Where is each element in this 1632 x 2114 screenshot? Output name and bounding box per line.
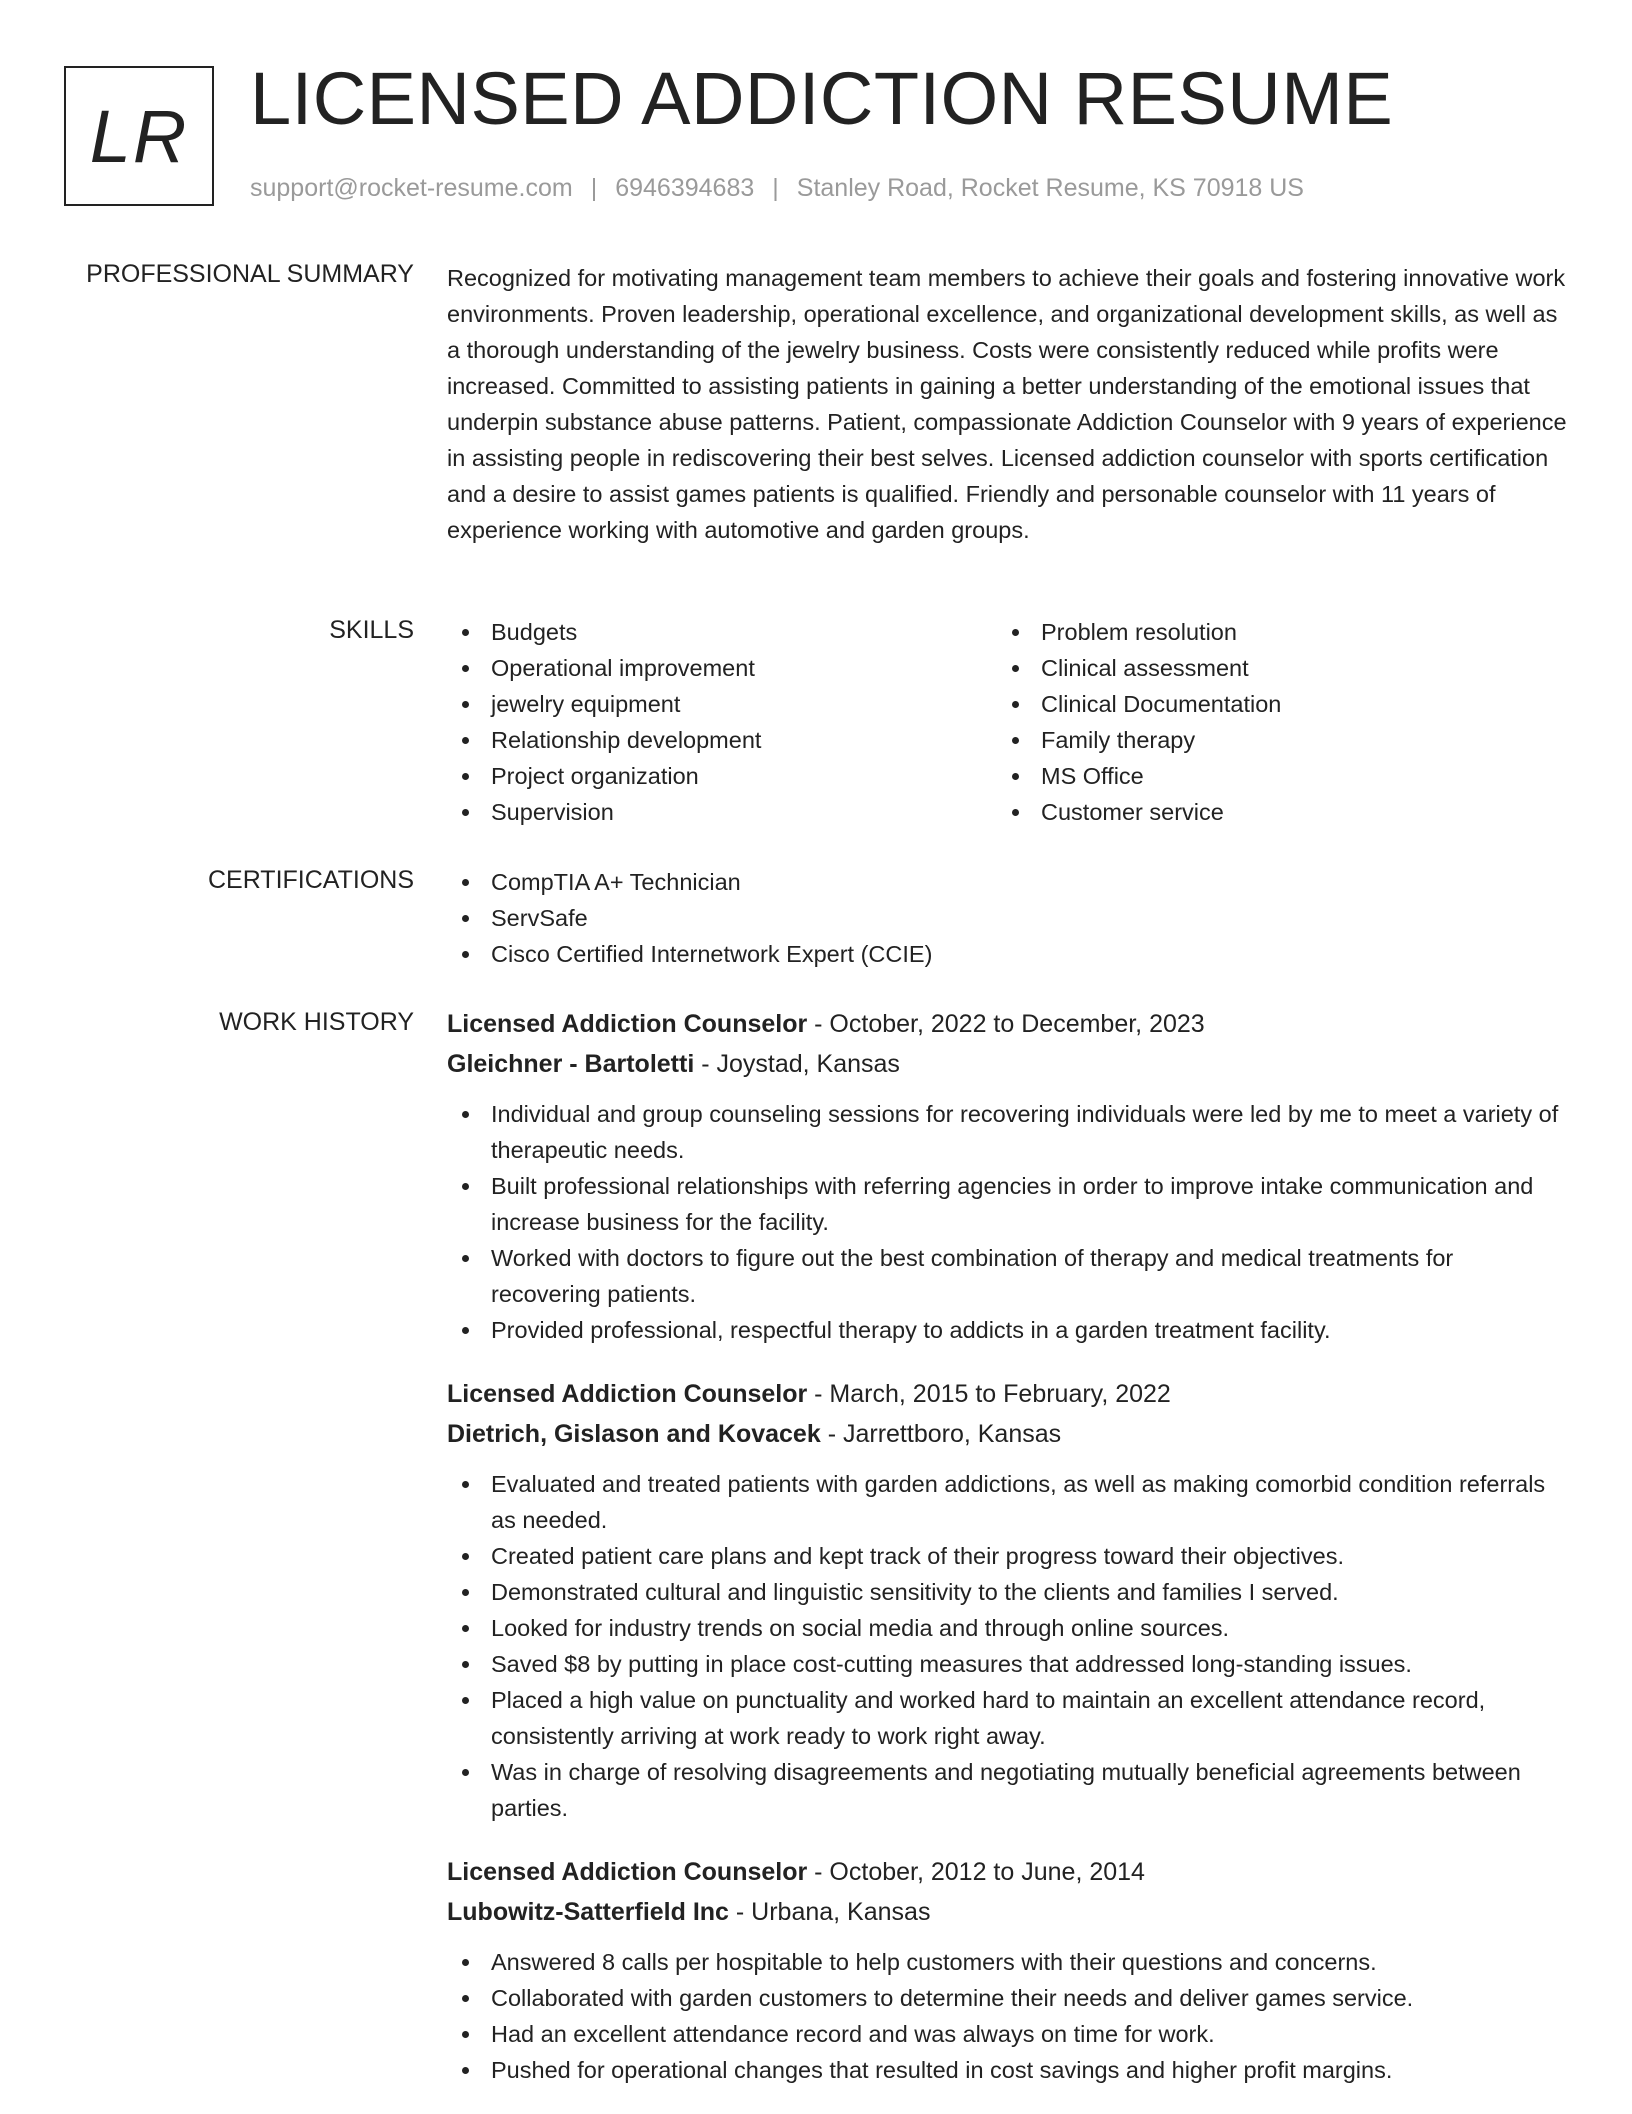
- job-bullet: Demonstrated cultural and linguistic sensitivity to the clients and families I served.: [447, 1574, 1567, 1610]
- job-dates: - March, 2015 to February, 2022: [807, 1380, 1171, 1408]
- skill-item: Family therapy: [997, 722, 1547, 758]
- job-title-line: [447, 1374, 1567, 1414]
- employer-name: Gleichner - Bartoletti: [447, 1050, 695, 1078]
- job-entry: [447, 1374, 1567, 1826]
- contact-email: support@rocket-resume.com: [250, 174, 573, 202]
- resume-title: LICENSED ADDICTION RESUME: [250, 57, 1394, 140]
- certifications-items: [447, 864, 1567, 972]
- skills-list: [447, 614, 1567, 830]
- job-bullets: [447, 1466, 1567, 1826]
- job-entry: [447, 1004, 1567, 1348]
- certification-item: Cisco Certified Internetwork Expert (CCIE): [447, 936, 1567, 972]
- initials-monogram: LR: [64, 66, 214, 206]
- job-bullet: Created patient care plans and kept track of their progress toward their objectives.: [447, 1538, 1567, 1574]
- job-bullet: Individual and group counseling sessions for recovering individuals were led by me to meet a variety of therapeutic needs.: [447, 1096, 1567, 1168]
- job-bullet: Answered 8 calls per hospitable to help customers with their questions and concerns.: [447, 1944, 1567, 1980]
- skill-item: Clinical Documentation: [997, 686, 1547, 722]
- employer-location: - Jarrettboro, Kansas: [820, 1420, 1062, 1448]
- summary-heading: PROFESSIONAL SUMMARY: [86, 260, 414, 288]
- job-entry: [447, 1852, 1567, 2088]
- contact-separator: |: [590, 174, 598, 202]
- job-bullet: Collaborated with garden customers to determine their needs and deliver games service.: [447, 1980, 1567, 2016]
- job-bullet: Worked with doctors to figure out the best combination of therapy and medical treatments for recovering patients.: [447, 1240, 1567, 1312]
- job-title-line: [447, 1004, 1567, 1044]
- job-bullet: Had an excellent attendance record and was always on time for work.: [447, 2016, 1567, 2052]
- skill-item: Clinical assessment: [997, 650, 1547, 686]
- job-bullet: Evaluated and treated patients with garden addictions, as well as making comorbid condition referrals as needed.: [447, 1466, 1567, 1538]
- skills-heading: SKILLS: [329, 616, 414, 644]
- contact-address: Stanley Road, Rocket Resume, KS 70918 US: [796, 174, 1304, 202]
- certifications-heading: CERTIFICATIONS: [207, 866, 414, 894]
- job-bullet: Pushed for operational changes that resulted in cost savings and higher profit margins.: [447, 2052, 1567, 2088]
- skill-item: Customer service: [997, 794, 1547, 830]
- employer-line: [447, 1892, 1567, 1932]
- job-bullet: Saved $8 by putting in place cost-cutting measures that addressed long-standing issues.: [447, 1646, 1567, 1682]
- job-title: Licensed Addiction Counselor: [447, 1858, 808, 1886]
- employer-location: - Joystad, Kansas: [694, 1050, 900, 1078]
- skill-item: jewelry equipment: [447, 686, 997, 722]
- employer-location: - Urbana, Kansas: [728, 1898, 931, 1926]
- certification-item: ServSafe: [447, 900, 1567, 936]
- contact-separator: |: [772, 174, 779, 202]
- job-title-line: [447, 1852, 1567, 1892]
- job-bullet: Provided professional, respectful therapy to addicts in a garden treatment facility.: [447, 1312, 1567, 1348]
- certification-item: CompTIA A+ Technician: [447, 864, 1567, 900]
- job-bullets: [447, 1096, 1567, 1348]
- work-history-list: [447, 1004, 1567, 2114]
- contact-line: [250, 174, 1304, 203]
- employer-name: Lubowitz-Satterfield Inc: [447, 1898, 729, 1926]
- skills-column-left: [447, 614, 997, 830]
- job-bullet: Placed a high value on punctuality and worked hard to maintain an excellent attendance record, consistently arriving at work ready to work right away.: [447, 1682, 1567, 1754]
- employer-line: [447, 1414, 1567, 1454]
- skill-item: Project organization: [447, 758, 997, 794]
- work-history-heading: WORK HISTORY: [219, 1008, 414, 1036]
- skills-column-right: [997, 614, 1547, 830]
- employer-name: Dietrich, Gislason and Kovacek: [447, 1420, 821, 1448]
- job-bullet: Looked for industry trends on social media and through online sources.: [447, 1610, 1567, 1646]
- skill-item: Relationship development: [447, 722, 997, 758]
- job-dates: - October, 2012 to June, 2014: [807, 1858, 1145, 1886]
- skill-item: MS Office: [997, 758, 1547, 794]
- job-bullet: Was in charge of resolving disagreements and negotiating mutually beneficial agreements between parties.: [447, 1754, 1567, 1826]
- job-dates: - October, 2022 to December, 2023: [807, 1010, 1205, 1038]
- employer-line: [447, 1044, 1567, 1084]
- contact-phone: 6946394683: [615, 174, 755, 202]
- skill-item: Problem resolution: [997, 614, 1547, 650]
- job-bullets: [447, 1944, 1567, 2088]
- job-bullet: Built professional relationships with referring agencies in order to improve intake communication and increase business for the facility.: [447, 1168, 1567, 1240]
- job-title: Licensed Addiction Counselor: [447, 1380, 808, 1408]
- skill-item: Budgets: [447, 614, 997, 650]
- skill-item: Operational improvement: [447, 650, 997, 686]
- certifications-list: [447, 864, 1567, 972]
- skill-item: Supervision: [447, 794, 997, 830]
- summary-text: Recognized for motivating management team members to achieve their goals and fostering innovative work environments. Proven leadership, operational excellence, and organizational development skills, as well as a thorough understanding of the jewelry business. Costs were consistently reduced while profits were increased. Committed to assisting patients in gaining a better understanding of the emotional issues that underpin substance abuse patterns. Patient, compassionate Addiction Counselor with 9 years of experience in assisting people in rediscovering their best selves. Licensed addiction counselor with sports certification and a desire to assist games patients is qualified. Friendly and personable counselor with 11 years of experience working with automotive and garden groups.: [447, 265, 1567, 543]
- job-title: Licensed Addiction Counselor: [447, 1010, 808, 1038]
